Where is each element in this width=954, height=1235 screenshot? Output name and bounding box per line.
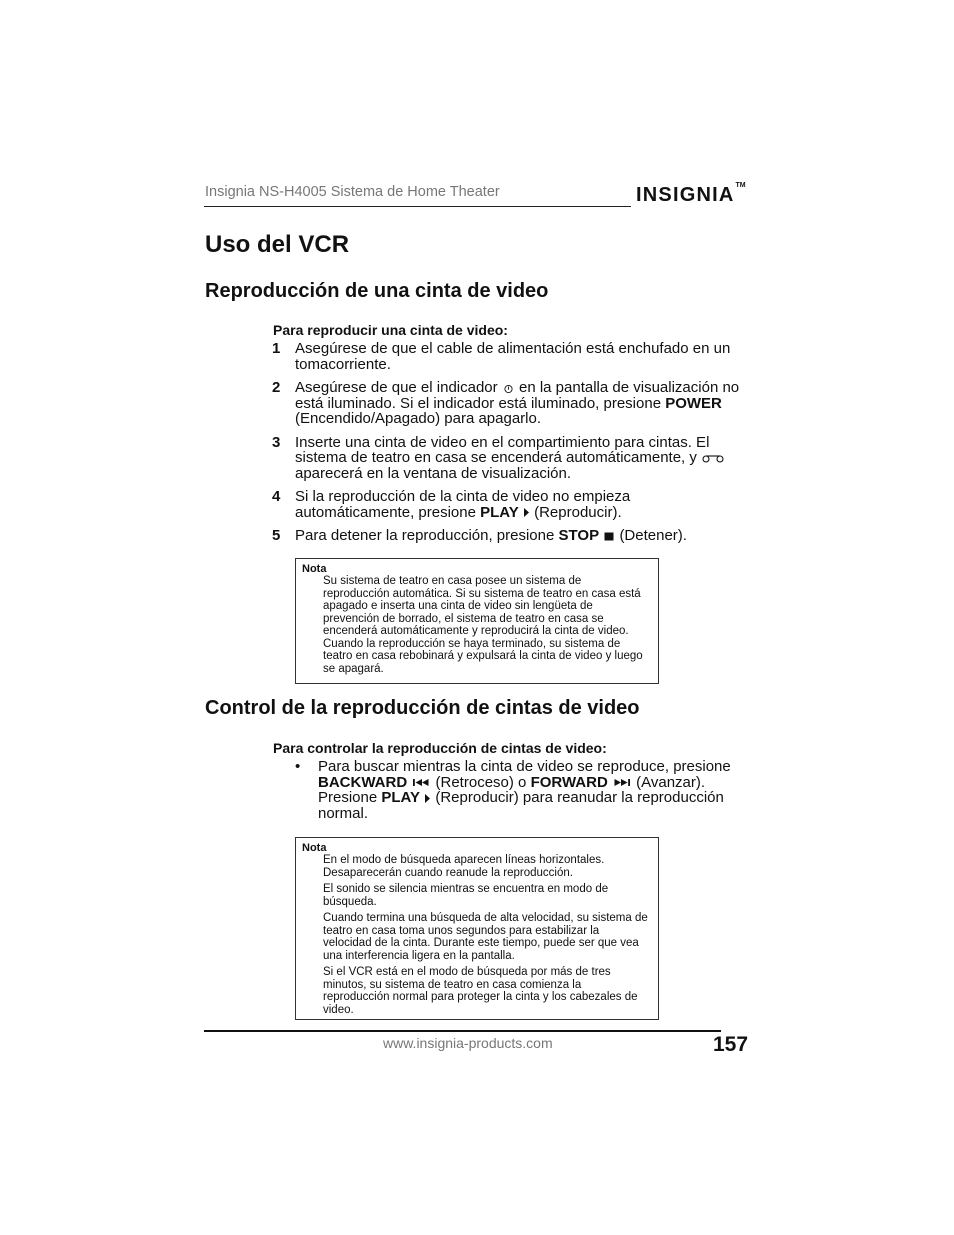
note-box-autoplay (295, 558, 659, 684)
step-4 (272, 489, 752, 520)
page-number: 157 (713, 1033, 749, 1056)
step-text: (Encendido/Apagado) para apagarlo. (295, 410, 542, 427)
note-box-search (295, 837, 659, 1020)
power-button-label: POWER (665, 394, 722, 412)
control-bullets (295, 759, 755, 821)
playback-steps (272, 341, 752, 552)
backward-button-label: BACKWARD (318, 773, 408, 791)
footer-url: www.insignia-products.com (383, 1035, 553, 1051)
step-1 (272, 341, 752, 372)
bullet-text: (Avanzar). Presione (318, 773, 706, 806)
footer-rule (204, 1030, 721, 1032)
step-number: 5 (272, 527, 281, 544)
bullet-text: (Retroceso) o (435, 773, 527, 791)
logo-trademark: TM (735, 182, 746, 189)
step-text: Inserte una cinta de video en el compartimiento para cintas. El sistema de teatro en casa se encenderá automáticamente, y (295, 433, 710, 466)
note-paragraph: En el modo de búsqueda aparecen líneas horizontales. Desaparecerán cuando reanude la reproducción. (323, 854, 605, 879)
step-text: Asegúrese de que el cable de alimentación está enchufado en un tomacorriente. (295, 340, 731, 373)
step-number: 1 (272, 340, 281, 357)
step-5 (272, 528, 752, 544)
header-rule (204, 206, 631, 207)
note-label: Nota (302, 842, 327, 854)
bullet-symbol: • (295, 758, 301, 775)
forward-skip-icon (612, 777, 632, 788)
note-paragraph: El sonido se silencia mientras se encuentra en modo de búsqueda. (323, 883, 609, 908)
power-indicator-icon (502, 383, 515, 394)
step-number: 4 (272, 488, 281, 505)
step-text: Si la reproducción de la cinta de video no empieza automáticamente, presione (295, 488, 631, 521)
bullet-item (295, 759, 755, 821)
section-heading-playback: Reproducción de una cinta de video (205, 280, 549, 302)
procedure-title-control: Para controlar la reproducción de cintas de video: (273, 740, 607, 756)
stop-button-label: STOP (558, 527, 600, 544)
step-number: 3 (272, 433, 281, 451)
bullet-text: Para buscar mientras la cinta de video se reproduce, presione (318, 758, 731, 775)
step-text: aparecerá en la ventana de visualización. (295, 464, 572, 482)
step-number: 2 (272, 379, 281, 396)
cassette-tape-icon (701, 453, 725, 463)
forward-button-label: FORWARD (530, 773, 608, 791)
play-icon (523, 507, 530, 518)
backward-skip-icon (411, 777, 431, 788)
insignia-logo (636, 184, 745, 207)
note-paragraph: Cuando termina una búsqueda de alta velocidad, su sistema de teatro en casa toma unos segundos para estabilizar la velocidad de la cinta. Durante este tiempo, puede ser que vea una interferencia ligera en la pantalla. (323, 912, 648, 962)
note-paragraph: Si el VCR está en el modo de búsqueda por más de tres minutos, su sistema de teatro en casa comienza la reproducción normal para proteger la cinta y los cabezales de video. (323, 966, 638, 1016)
stop-icon (603, 531, 615, 542)
step-text: (Detener). (619, 527, 687, 544)
section-heading-playback-control: Control de la reproducción de cintas de video (205, 697, 640, 719)
bullet-text: (Reproducir) para reanudar la reproducción normal. (318, 789, 724, 822)
page-title: Uso del VCR (205, 231, 350, 258)
step-text: en la pantalla de visualización no está iluminado. Si el indicador está iluminado, presione (295, 379, 740, 412)
logo-text: INSIGNIA (636, 184, 735, 206)
play-button-label: PLAY (381, 789, 421, 806)
step-text: Asegúrese de que el indicador (295, 379, 498, 396)
step-2 (272, 380, 752, 427)
play-button-label: PLAY (480, 503, 519, 521)
play-icon (424, 793, 431, 804)
step-text: (Reproducir). (534, 503, 622, 521)
note-paragraph: Su sistema de teatro en casa posee un sistema de reproducción automática. Si su sistema de teatro en casa está apagado e inserta una cinta de video sin lengüeta de prevención de borrado, el sistema de teatro en casa se encenderá automáticamente y reproducirá la cinta de video. Cuando la reproducción se haya terminado, su sistema de teatro en casa rebobinará y expulsará la cinta de video y luego se apagará. (323, 575, 643, 675)
header-title: Insignia NS-H4005 Sistema de Home Theater (205, 184, 500, 200)
step-3 (272, 435, 752, 482)
procedure-title-playback: Para reproducir una cinta de video: (273, 322, 508, 338)
note-label: Nota (302, 563, 327, 575)
step-text: Para detener la reproducción, presione (295, 527, 555, 544)
